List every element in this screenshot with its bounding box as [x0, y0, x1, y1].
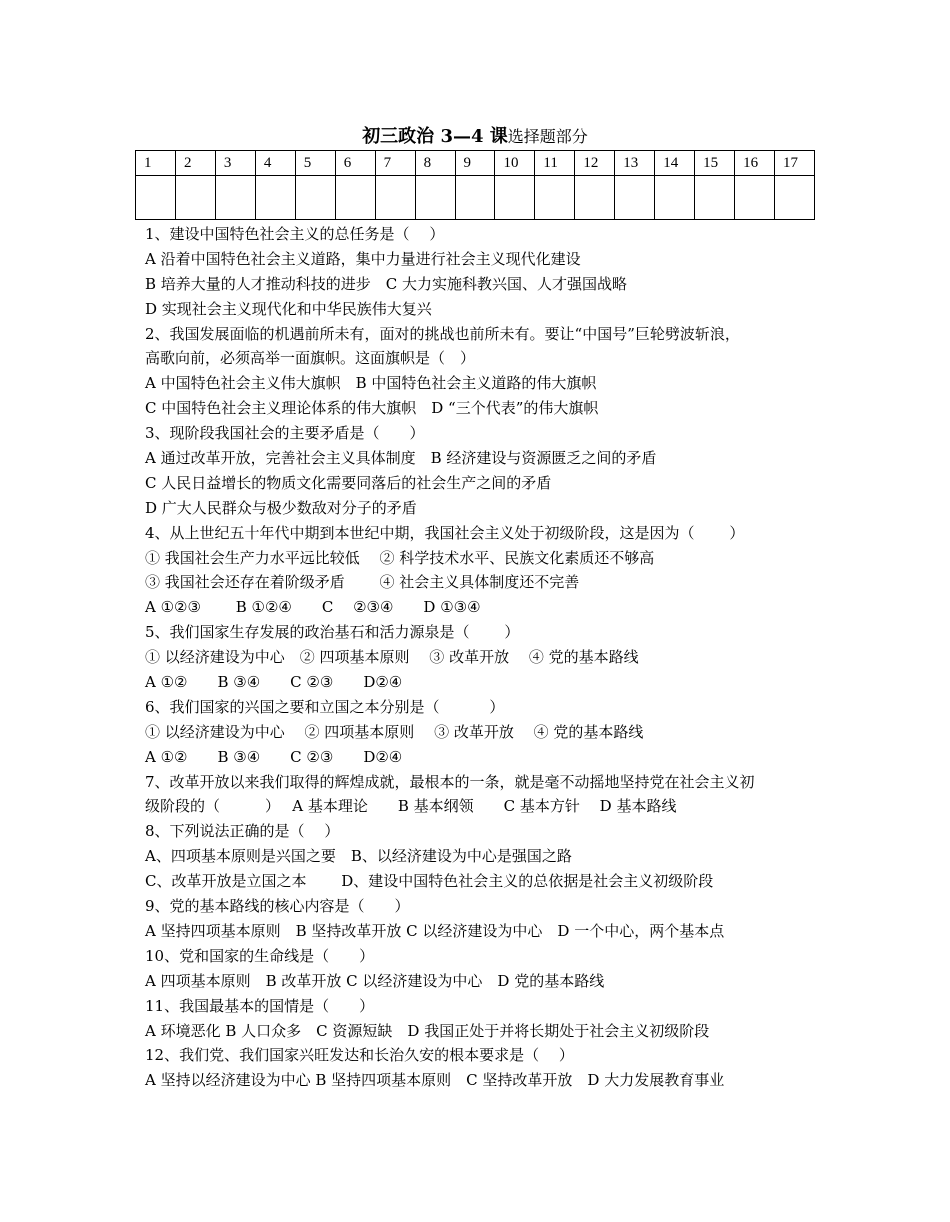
answer-blank-cell: [615, 176, 655, 220]
answer-table: [135, 150, 815, 220]
answer-blank-cell: [495, 176, 535, 220]
answer-blank-cell: [655, 176, 695, 220]
title-subtitle: 选择题部分: [507, 127, 588, 146]
answer-number-cell: 12: [575, 151, 615, 176]
question-line: 7、改革开放以来我们取得的辉煌成就，最根本的一条，就是毫不动摇地坚持党在社会主义初: [145, 772, 755, 791]
answer-blank-cell: [775, 176, 815, 220]
option-line: A 环境恶化 B 人口众多 C 资源短缺 D 我国正处于并将长期处于社会主义初级阶段: [145, 1021, 710, 1040]
answer-blank-cell: [735, 176, 775, 220]
answer-number-cell: 9: [455, 151, 495, 176]
option-line: A、四项基本原则是兴国之要 B、以经济建设为中心是强国之路: [145, 847, 572, 866]
question-line: 4、从上世纪五十年代中期到本世纪中期，我国社会主义处于初级阶段，这是因为（ ）: [145, 523, 745, 542]
option-line: B 培养大量的人才推动科技的进步 C 大力实施科教兴国、人才强国战略: [145, 274, 628, 293]
answer-number-cell: 1: [136, 151, 176, 176]
option-line: A ①② B ③④ C ②③ D②④: [145, 747, 403, 766]
answer-number-cell: 6: [335, 151, 375, 176]
answer-number-cell: 10: [495, 151, 535, 176]
answer-blank-cell: [375, 176, 415, 220]
answer-number-cell: 11: [535, 151, 575, 176]
answer-blank-cell: [415, 176, 455, 220]
question-line: 高歌向前，必须高举一面旗帜。这面旗帜是（ ）: [145, 349, 476, 368]
statement-line: ① 以经济建设为中心 ② 四项基本原则 ③ 改革开放 ④ 党的基本路线: [145, 648, 639, 667]
answer-number-cell: 5: [295, 151, 335, 176]
question-line: 3、现阶段我国社会的主要矛盾是（ ）: [145, 424, 425, 443]
answer-blank-cell: [335, 176, 375, 220]
question-line: 6、我们国家的兴国之要和立国之本分别是（ ）: [145, 697, 505, 716]
statement-line: ① 我国社会生产力水平远比较低 ② 科学技术水平、民族文化素质还不够高: [145, 548, 655, 567]
option-line: A 通过改革开放，完善社会主义具体制度 B 经济建设与资源匮乏之间的矛盾: [145, 449, 657, 468]
statement-line: ① 以经济建设为中心 ② 四项基本原则 ③ 改革开放 ④ 党的基本路线: [145, 722, 644, 741]
option-line: A 坚持以经济建设为中心 B 坚持四项基本原则 C 坚持改革开放 D 大力发展教育事业: [145, 1071, 725, 1090]
option-line: A ①②③ B ①②④ C ②③④ D ①③④: [145, 598, 481, 617]
option-line: A ①② B ③④ C ②③ D②④: [145, 673, 403, 692]
answer-number-cell: 3: [215, 151, 255, 176]
answer-table-header-row: [136, 151, 815, 176]
question-line: 12、我们党、我们国家兴旺发达和长治久安的根本要求是（ ）: [145, 1046, 574, 1065]
answer-blank-cell: [535, 176, 575, 220]
option-line: C、改革开放是立国之本 D、建设中国特色社会主义的总依据是社会主义初级阶段: [145, 872, 714, 891]
answer-number-cell: 14: [655, 151, 695, 176]
question-line: 10、党和国家的生命线是（ ）: [145, 946, 375, 965]
answer-blank-cell: [295, 176, 335, 220]
answer-blank-cell: [255, 176, 295, 220]
statement-line: ③ 我国社会还存在着阶级矛盾 ④ 社会主义具体制度还不完善: [145, 573, 580, 592]
option-line: A 中国特色社会主义伟大旗帜 B 中国特色社会主义道路的伟大旗帜: [145, 374, 597, 393]
answer-number-cell: 2: [175, 151, 215, 176]
option-line: D 广大人民群众与极少数敌对分子的矛盾: [145, 498, 417, 517]
page-title: [0, 126, 950, 148]
option-line: C 中国特色社会主义理论体系的伟大旗帜 D “三个代表”的伟大旗帜: [145, 399, 599, 418]
answer-number-cell: 8: [415, 151, 455, 176]
answer-blank-cell: [136, 176, 176, 220]
answer-number-cell: 17: [775, 151, 815, 176]
answer-blank-cell: [455, 176, 495, 220]
question-list: [145, 222, 815, 1093]
question-line: 2、我国发展面临的机遇前所未有，面对的挑战也前所未有。要让“中国号”巨轮劈波斩浪，: [145, 324, 740, 343]
question-line: 级阶段的（ ） A 基本理论 B 基本纲领 C 基本方针 D 基本路线: [145, 797, 677, 816]
question-line: 11、我国最基本的国情是（ ）: [145, 996, 375, 1015]
option-line: A 坚持四项基本原则 B 坚持改革开放 C 以经济建设为中心 D 一个中心，两个基本点: [145, 921, 725, 940]
answer-number-cell: 4: [255, 151, 295, 176]
answer-blank-cell: [175, 176, 215, 220]
answer-blank-cell: [695, 176, 735, 220]
title-bold: 初三政治 3—4 课: [362, 126, 508, 147]
answer-number-cell: 7: [375, 151, 415, 176]
question-line: 9、党的基本路线的核心内容是（ ）: [145, 897, 410, 916]
option-line: D 实现社会主义现代化和中华民族伟大复兴: [145, 299, 432, 318]
answer-blank-cell: [575, 176, 615, 220]
answer-table-blank-row: [136, 176, 815, 220]
answer-number-cell: 15: [695, 151, 735, 176]
question-line: 5、我们国家生存发展的政治基石和活力源泉是（ ）: [145, 623, 520, 642]
question-line: 1、建设中国特色社会主义的总任务是（ ）: [145, 225, 445, 243]
answer-number-cell: 13: [615, 151, 655, 176]
answer-number-cell: 16: [735, 151, 775, 176]
answer-blank-cell: [215, 176, 255, 220]
question-line: 8、下列说法正确的是（ ）: [145, 822, 340, 841]
option-line: C 人民日益增长的物质文化需要同落后的社会生产之间的矛盾: [145, 473, 552, 492]
option-line: A 沿着中国特色社会主义道路，集中力量进行社会主义现代化建设: [145, 249, 581, 268]
option-line: A 四项基本原则 B 改革开放 C 以经济建设为中心 D 党的基本路线: [145, 971, 605, 990]
